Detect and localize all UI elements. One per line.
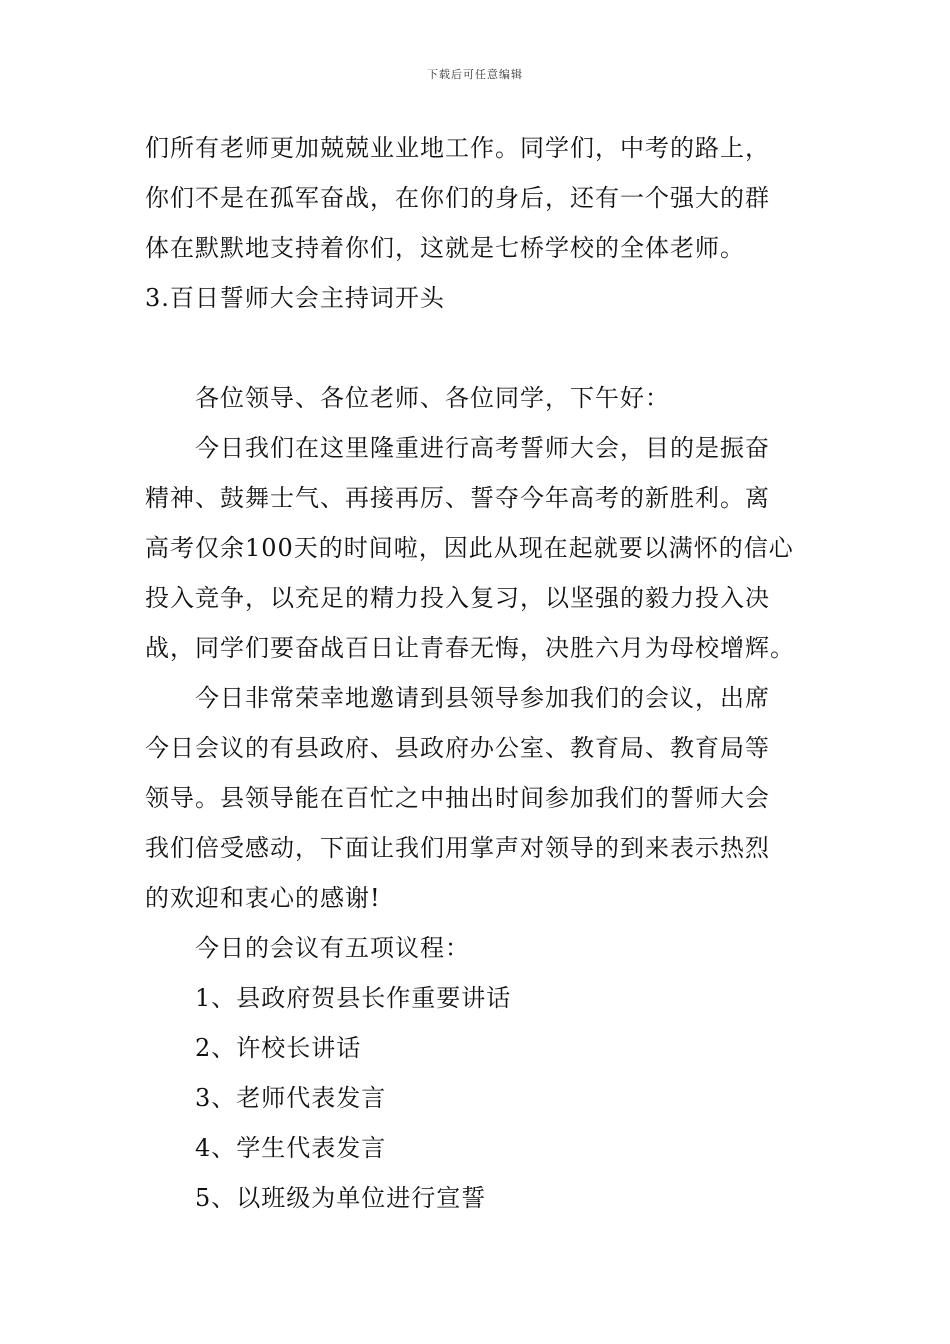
speech-body (145, 373, 815, 1223)
text-line: 们所有老师更加兢兢业业地工作。同学们，中考的路上， (145, 134, 770, 162)
agenda-item: 3、老师代表发言 (195, 1084, 387, 1112)
agenda-item: 5、以班级为单位进行宣誓 (195, 1184, 487, 1212)
text-line: 战，同学们要奋战百日让青春无悔，决胜六月为母校增辉。 (145, 634, 795, 662)
greeting: 各位领导、各位老师、各位同学，下午好： (195, 384, 670, 412)
text-line: 今日我们在这里隆重进行高考誓师大会，目的是振奋 (195, 434, 770, 462)
text-line: 今日非常荣幸地邀请到县领导参加我们的会议，出席 (195, 684, 770, 712)
text-line: 今日会议的有县政府、县政府办公室、教育局、教育局等 (145, 734, 770, 762)
text-line: 投入竞争，以充足的精力投入复习，以坚强的毅力投入决 (145, 584, 770, 612)
section-heading: 3.百日誓师大会主持词开头 (145, 284, 445, 312)
agenda-item: 4、学生代表发言 (195, 1134, 387, 1162)
agenda-item: 1、县政府贺县长作重要讲话 (195, 984, 512, 1012)
text-line: 的欢迎和衷心的感谢! (145, 884, 381, 912)
text-line: 精神、鼓舞士气、再接再厉、誓夺今年高考的新胜利。离 (145, 484, 770, 512)
text-line: 高考仅余100天的时间啦，因此从现在起就要以满怀的信心 (145, 534, 794, 562)
continuation-paragraph (145, 123, 815, 323)
text-line: 我们倍受感动，下面让我们用掌声对领导的到来表示热烈 (145, 834, 770, 862)
text-line: 体在默默地支持着你们，这就是七桥学校的全体老师。 (145, 234, 745, 262)
agenda-item: 2、许校长讲话 (195, 1034, 362, 1062)
text-line: 领导。县领导能在百忙之中抽出时间参加我们的誓师大会 (145, 784, 770, 812)
page-header-note: 下载后可任意编辑 (427, 68, 523, 81)
text-line: 你们不是在孤军奋战，在你们的身后，还有一个强大的群 (145, 184, 770, 212)
agenda-intro: 今日的会议有五项议程： (195, 934, 470, 962)
